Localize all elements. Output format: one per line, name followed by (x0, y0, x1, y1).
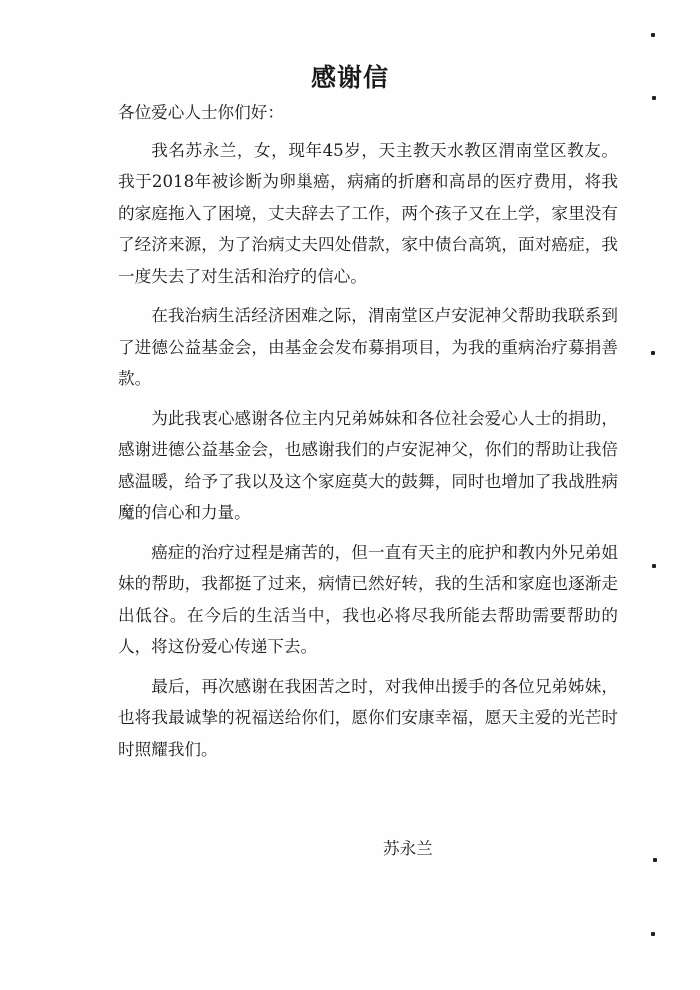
scan-speck (653, 858, 657, 862)
letter-signature: 苏永兰 (383, 839, 433, 858)
scan-speck (651, 932, 655, 936)
scan-speck (652, 96, 656, 100)
letter-paragraph-3: 为此我衷心感谢各位主内兄弟姊妹和各位社会爱心人士的捐助，感谢进德公益基金会，也感谢我们的卢安泥神父，你们的帮助让我倍感温暖，给予了我以及这个家庭莫大的鼓舞，同时也增加了我战胜病魔的信心和力量。 (118, 408, 618, 522)
letter-paragraph-5: 最后，再次感谢在我困苦之时，对我伸出援手的各位兄弟姊妹，也将我最诚挚的祝福送给你们，愿你们安康幸福，愿天主爱的光芒时时照耀我们。 (118, 676, 618, 759)
letter-paragraph-1: 我名苏永兰，女，现年45岁，天主教天水教区渭南堂区教友。我于2018年被诊断为卵巢癌，病痛的折磨和高昂的医疗费用，将我的家庭拖入了困境，丈夫辞去了工作，两个孩子又在上学，家里没有了经济来源，为了治病丈夫四处借款，家中债台高筑，面对癌症，我一度失去了对生活和治疗的信心。 (118, 140, 618, 286)
scan-speck (652, 564, 656, 568)
letter-body (118, 97, 618, 773)
letter-paragraph-2: 在我治病生活经济困难之际，渭南堂区卢安泥神父帮助我联系到了进德公益基金会，由基金会发布募捐项目，为我的重病治疗募捐善款。 (118, 306, 618, 388)
scan-speck (651, 351, 655, 355)
letter-paragraph-4: 癌症的治疗过程是痛苦的，但一直有天主的庇护和教内外兄弟姐妹的帮助，我都挺了过来，病情已然好转，我的生活和家庭也逐渐走出低谷。在今后的生活当中，我也必将尽我所能去帮助需要帮助的人，将这份爱心传递下去。 (118, 542, 618, 656)
letter-title: 感谢信 (310, 63, 389, 92)
scan-speck (651, 33, 655, 37)
letter-salutation: 各位爱心人士你们好： (118, 103, 284, 122)
